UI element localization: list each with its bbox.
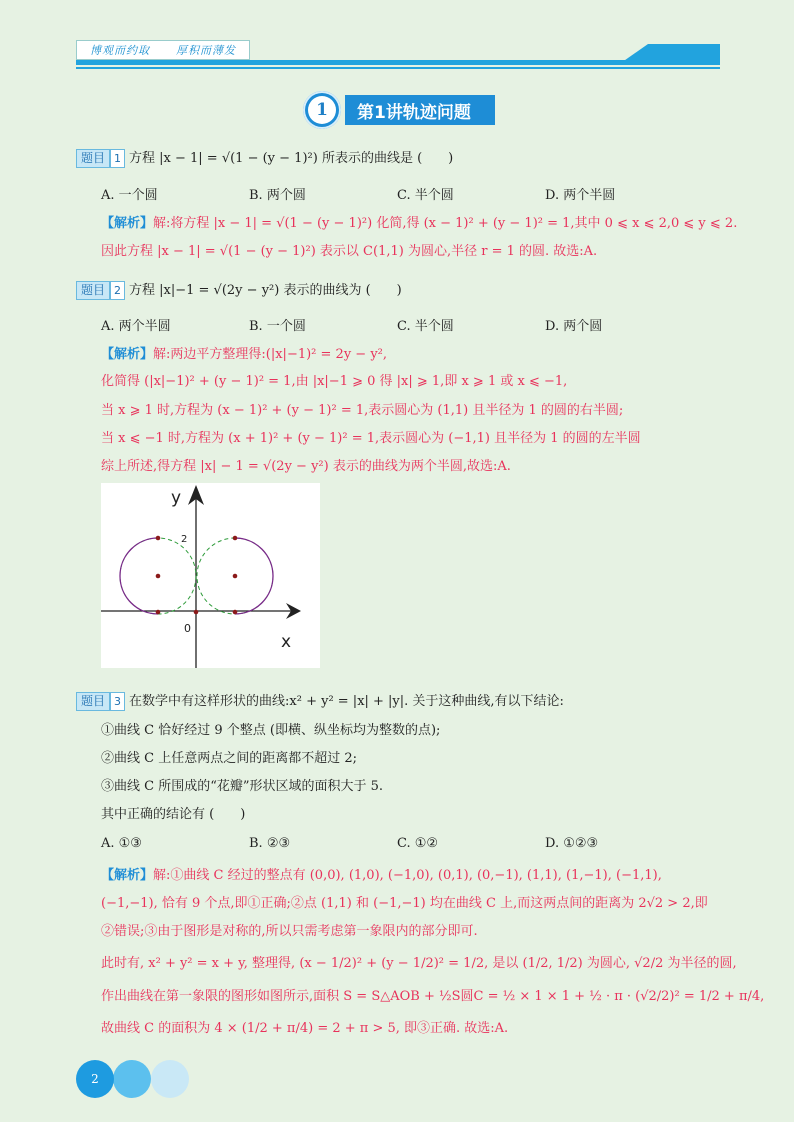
header-rule <box>76 60 720 65</box>
q2-option-a: A. 两个半圆 <box>101 319 171 334</box>
q1-num: 1 <box>110 149 125 168</box>
q2-graph <box>101 483 320 668</box>
q3-option-a: A. ①③ <box>101 836 142 851</box>
q1-option-b: B. 两个圆 <box>249 188 306 203</box>
motto-right: 厚积而薄发 <box>176 44 236 57</box>
q2-solution-1: 【解析】解:两边平方整理得:(|x|−1)² = 2y − y², <box>101 347 388 362</box>
point <box>233 574 238 579</box>
q3-option-d: D. ①②③ <box>545 836 599 851</box>
footer-circle-light <box>151 1060 189 1098</box>
q3-option-b: B. ②③ <box>249 836 291 851</box>
q2-tag: 题目 <box>76 281 110 300</box>
q1-solution-2: 因此方程 |x − 1| = √(1 − (y − 1)²) 表示以 C(1,1) 为圆心,半径 r = 1 的圆. 故选:A. <box>101 244 598 259</box>
q1-option-d: D. 两个半圆 <box>545 188 616 203</box>
lecture-number: 1 <box>308 96 336 124</box>
q2-solution-2: 化简得 (|x|−1)² + (y − 1)² = 1,由 |x|−1 ⩾ 0 得 |x| ⩾ 1,即 x ⩾ 1 或 x ⩽ −1, <box>101 374 568 389</box>
point <box>233 536 238 541</box>
point <box>156 574 161 579</box>
right-semicircle <box>235 538 273 614</box>
q3-num: 3 <box>110 692 125 711</box>
header-rule-thin <box>76 67 720 69</box>
left-semicircle <box>120 538 158 614</box>
q2-option-d: D. 两个圆 <box>545 319 603 334</box>
q3-solution-4: 此时有, x² + y² = x + y, 整理得, (x − 1/2)² + (y − 1/2)² = 1/2, 是以 (1/2, 1/2) 为圆心, √2/2 为半径的圆, <box>101 956 737 971</box>
q3-solution-1: 【解析】解:①曲线 C 经过的整点有 (0,0), (1,0), (−1,0), (0,1), (0,−1), (1,1), (1,−1), (−1,1), <box>101 868 662 883</box>
q2-option-b: B. 一个圆 <box>249 319 306 334</box>
q2-stem: 方程 |x|−1 = √(2y − y²) 表示的曲线为 ( ) <box>129 283 402 298</box>
q1-option-a: A. 一个圆 <box>101 188 158 203</box>
q2-option-c: C. 半个圆 <box>397 319 454 334</box>
lecture-number-badge <box>303 91 341 129</box>
q3-item-3: ③曲线 C 所围成的“花瓣”形状区域的面积大于 5. <box>101 779 384 794</box>
q1-solution-1: 【解析】解:将方程 |x − 1| = √(1 − (y − 1)²) 化简,得 (x − 1)² + (y − 1)² = 1,其中 0 ⩽ x ⩽ 2,0 ⩽ y ⩽ 2. <box>101 216 738 231</box>
page-number-badge <box>76 1060 114 1098</box>
lecture-title: 第1讲轨迹问题 <box>345 95 495 125</box>
q2-solution-5: 综上所述,得方程 |x| − 1 = √(2y − y²) 表示的曲线为两个半圆,故选:A. <box>101 459 511 474</box>
q3-item-4: 其中正确的结论有 ( ) <box>101 807 246 822</box>
point <box>233 610 238 615</box>
q1-option-c: C. 半个圆 <box>397 188 454 203</box>
q2-solution-4: 当 x ⩽ −1 时,方程为 (x + 1)² + (y − 1)² = 1,表示圆心为 (−1,1) 且半径为 1 的圆的左半圆 <box>101 431 641 446</box>
q2-solution-3: 当 x ⩾ 1 时,方程为 (x − 1)² + (y − 1)² = 1,表示圆心为 (1,1) 且半径为 1 的圆的右半圆; <box>101 403 624 418</box>
q3-solution-2: (−1,−1), 恰有 9 个点,即①正确;②点 (1,1) 和 (−1,−1) 均在曲线 C 上,而这两点间的距离为 2√2 > 2,即 <box>101 896 708 911</box>
q3-item-2: ②曲线 C 上任意两点之间的距离都不超过 2; <box>101 751 357 766</box>
q3-stem-line <box>76 692 564 711</box>
footer-circle-mid <box>113 1060 151 1098</box>
point <box>156 610 161 615</box>
q3-sol-label: 【解析】 <box>101 868 154 883</box>
y-tick-2: 2 <box>181 534 188 545</box>
q3-solution-6: 故曲线 C 的面积为 4 × (1/2 + π/4) = 2 + π > 5, 即③正确. 故选:A. <box>101 1021 509 1036</box>
header-motto <box>76 40 250 60</box>
q3-solution-3: ②错误;③由于图形是对称的,所以只需考虑第一象限内的部分即可. <box>101 924 478 939</box>
origin-label: 0 <box>184 622 191 635</box>
q3-tag: 题目 <box>76 692 110 711</box>
q1-stem: 方程 |x − 1| = √(1 − (y − 1)²) 所表示的曲线是 ( ) <box>129 151 454 166</box>
q3-item-1: ①曲线 C 恰好经过 9 个整点 (即横、纵坐标均为整数的点); <box>101 723 441 738</box>
page-number: 2 <box>91 1072 99 1086</box>
point <box>194 610 199 615</box>
q1-sol-label: 【解析】 <box>101 216 154 231</box>
motto-left: 博观而约取 <box>90 44 150 57</box>
x-axis-label: x <box>281 632 292 652</box>
q2-stem-line <box>76 281 402 300</box>
q3-solution-5: 作出曲线在第一象限的图形如图所示,面积 S = S△AOB + ½S圆C = ½ × 1 × 1 + ½ · π · (√2/2)² = 1/2 + π/4, <box>101 989 765 1004</box>
q3-option-c: C. ①② <box>397 836 439 851</box>
q1-tag: 题目 <box>76 149 110 168</box>
y-axis-label: y <box>171 488 182 508</box>
q3-stem: 在数学中有这样形状的曲线:x² + y² = |x| + |y|. 关于这种曲线,有以下结论: <box>129 694 564 709</box>
q2-graph-svg <box>101 483 320 668</box>
q1-stem-line <box>76 149 453 168</box>
q2-num: 2 <box>110 281 125 300</box>
q2-sol-label: 【解析】 <box>101 347 154 362</box>
point <box>156 536 161 541</box>
